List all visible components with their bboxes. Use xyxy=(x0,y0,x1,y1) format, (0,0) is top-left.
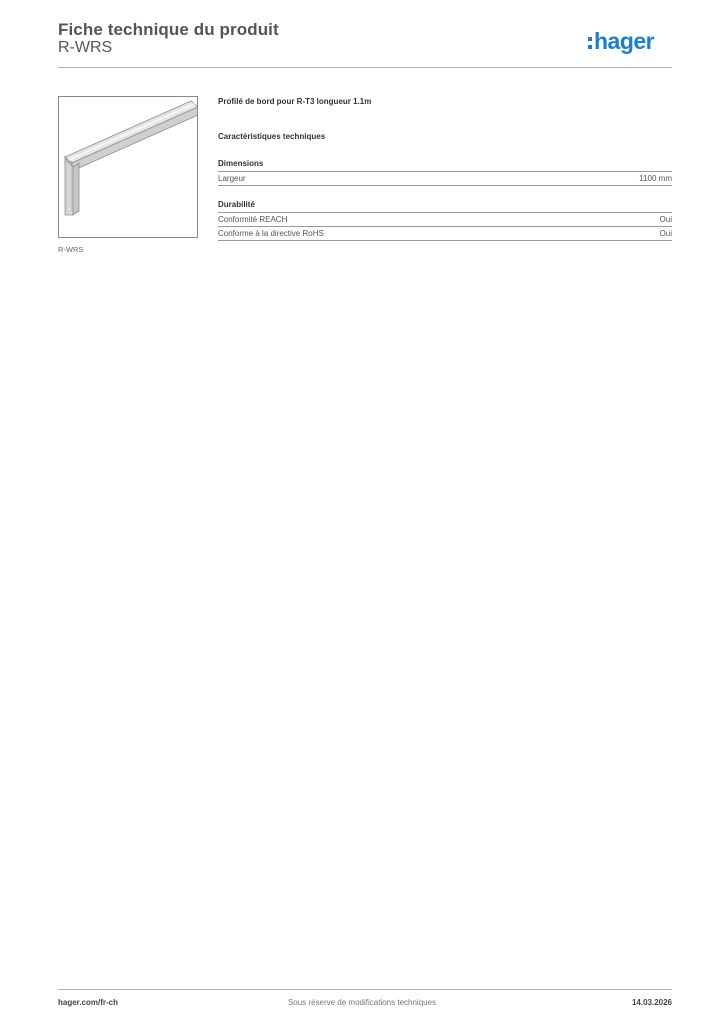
spec-label: Conformité REACH xyxy=(218,215,288,224)
spec-group-durability xyxy=(218,200,672,241)
spec-value: Oui xyxy=(659,215,672,224)
footer-divider xyxy=(58,989,672,990)
hager-logo xyxy=(588,28,672,58)
product-details xyxy=(218,97,672,241)
image-caption: R-WRS xyxy=(58,245,84,254)
spec-group-title: Dimensions xyxy=(218,159,672,172)
spec-value: Oui xyxy=(659,229,672,238)
edge-profile-illustration xyxy=(59,97,198,238)
header-divider xyxy=(58,67,672,68)
product-image xyxy=(58,96,198,238)
page-title: Fiche technique du produit xyxy=(58,20,279,39)
footer-notice: Sous réserve de modifications techniques xyxy=(287,998,437,1007)
spec-label: Largeur xyxy=(218,174,246,183)
spec-group-title: Durabilité xyxy=(218,200,672,213)
section-heading: Caractéristiques techniques xyxy=(218,132,326,141)
spec-label: Conforme à la directive RoHS xyxy=(218,229,324,238)
footer-date: 14.03.2026 xyxy=(631,998,672,1007)
svg-text:hager: hager xyxy=(594,28,655,54)
spec-row xyxy=(218,172,672,186)
footer-website: hager.com/fr-ch xyxy=(58,998,119,1007)
spec-group-dimensions xyxy=(218,159,672,186)
spec-value: 1100 mm xyxy=(639,174,672,183)
spec-row xyxy=(218,227,672,241)
spec-row xyxy=(218,213,672,227)
product-description: Profilé de bord pour R-T3 longueur 1.1m xyxy=(218,97,372,106)
product-reference: R-WRS xyxy=(58,39,113,56)
